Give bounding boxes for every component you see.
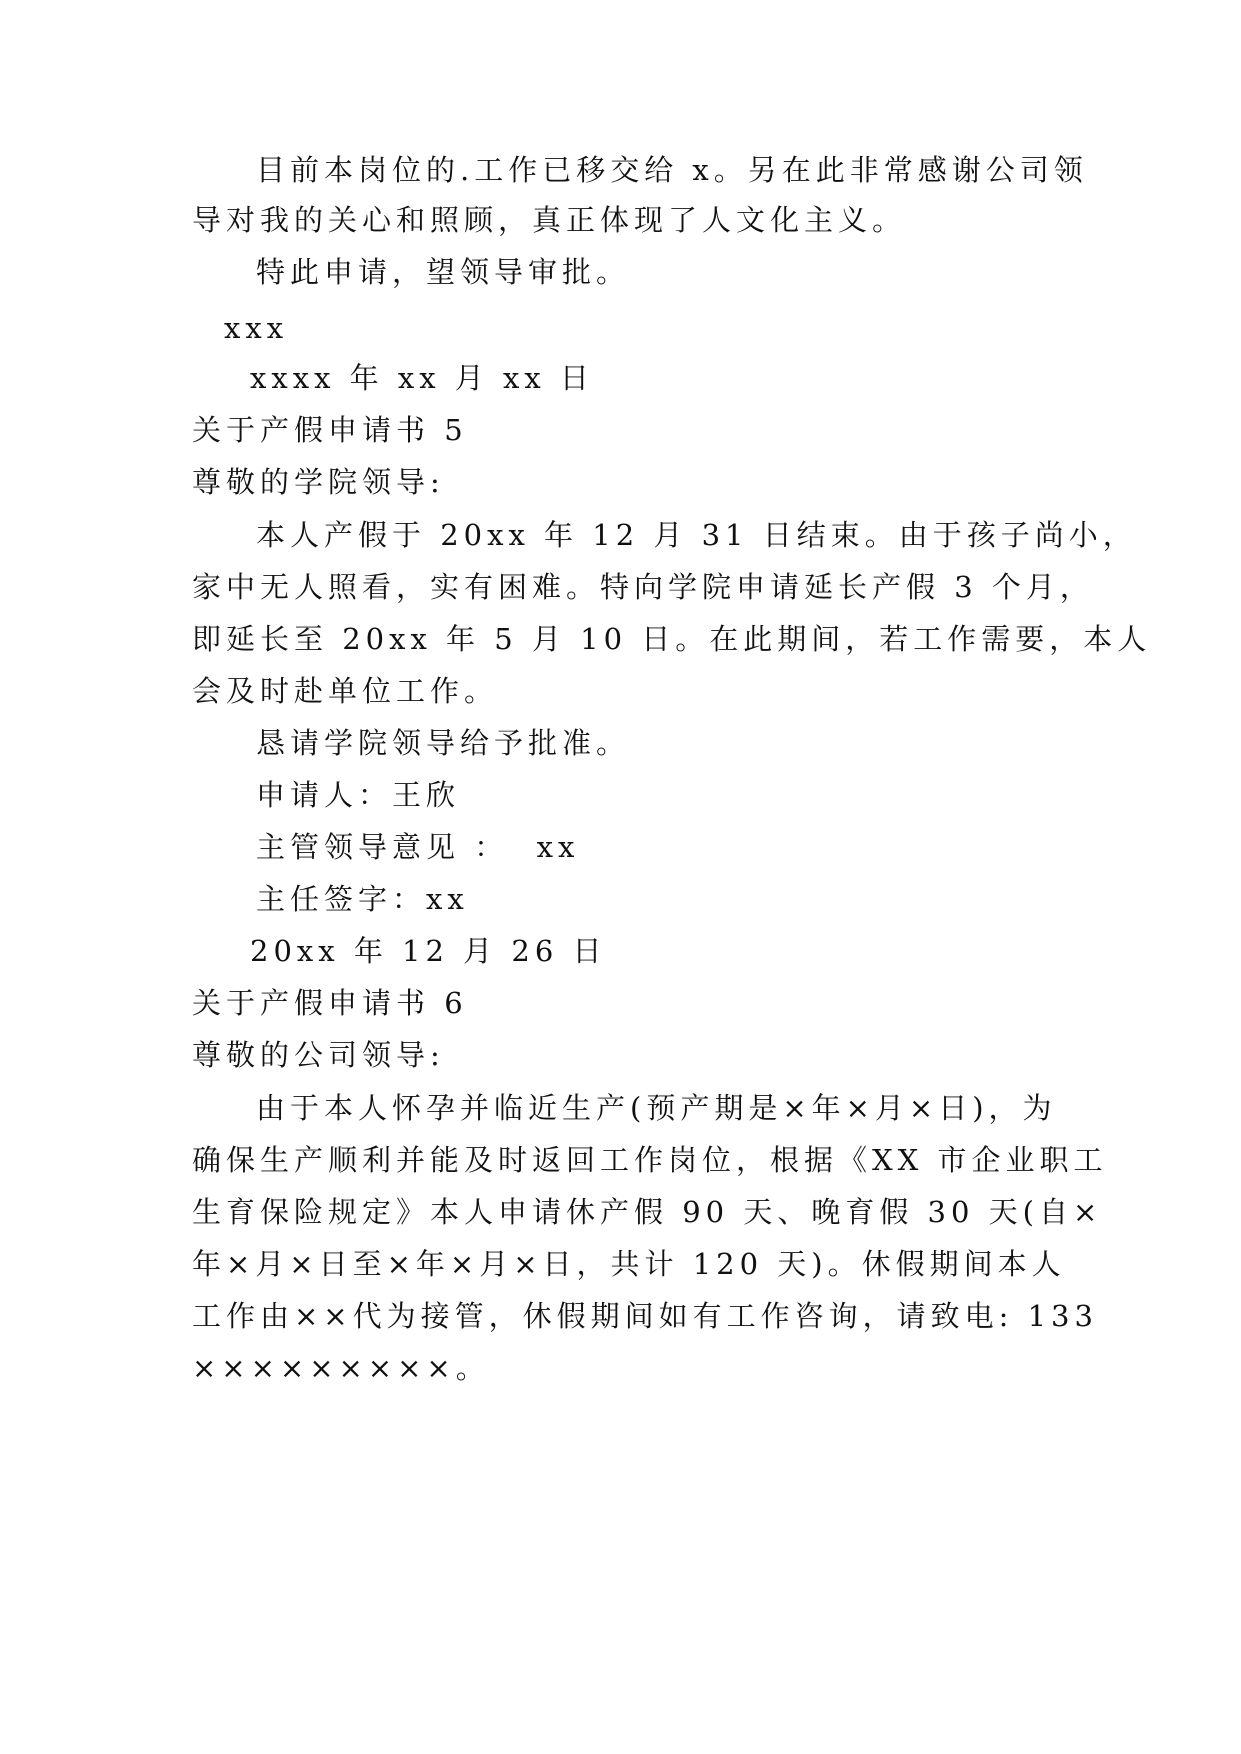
signature-name: xxx (224, 311, 289, 345)
paragraph-line: 家中无人照看，实有困难。特向学院申请延长产假 3 个月， (192, 570, 1094, 604)
signature-date: 20xx 年 12 月 26 日 (250, 934, 607, 968)
paragraph-line: 本人产假于 20xx 年 12 月 31 日结束。由于孩子尚小， (256, 518, 1137, 552)
closing-line: 特此申请，望领导审批。 (256, 255, 631, 289)
applicant-line: 申请人：王欣 (256, 778, 461, 812)
paragraph-line: 目前本岗位的.工作已移交给 x。另在此非常感谢公司领 (256, 153, 1088, 187)
paragraph-line: 导对我的关心和照顾，真正体现了人文化主义。 (192, 203, 907, 237)
director-signature-line: 主任签字：xx (256, 882, 469, 916)
paragraph-line: 生育保险规定》本人申请休产假 90 天、晚育假 30 天(自× (192, 1195, 1103, 1229)
closing-line: 恳请学院领导给予批准。 (256, 726, 631, 760)
paragraph-line: 确保生产顺利并能及时返回工作岗位，根据《XX 市企业职工 (192, 1143, 1108, 1177)
section-title: 关于产假申请书 5 (192, 413, 468, 447)
paragraph-line: 会及时赴单位工作。 (192, 674, 499, 708)
paragraph-line: 工作由××代为接管，休假期间如有工作咨询，请致电: 133 (192, 1299, 1098, 1333)
salutation: 尊敬的公司领导: (192, 1038, 445, 1072)
paragraph-line: ×××××××××。 (192, 1351, 490, 1385)
section-title: 关于产假申请书 6 (192, 986, 468, 1020)
signature-date: xxxx 年 xx 月 xx 日 (250, 361, 594, 395)
salutation: 尊敬的学院领导: (192, 465, 445, 499)
paragraph-line: 由于本人怀孕并临近生产(预产期是×年×月×日)，为 (256, 1091, 1057, 1125)
supervisor-opinion-line: 主管领导意见 ： xx (256, 830, 580, 864)
paragraph-line: 即延长至 20xx 年 5 月 10 日。在此期间，若工作需要，本人 (192, 622, 1152, 656)
paragraph-line: 年×月×日至×年×月×日，共计 120 天)。休假期间本人 (192, 1247, 1066, 1281)
